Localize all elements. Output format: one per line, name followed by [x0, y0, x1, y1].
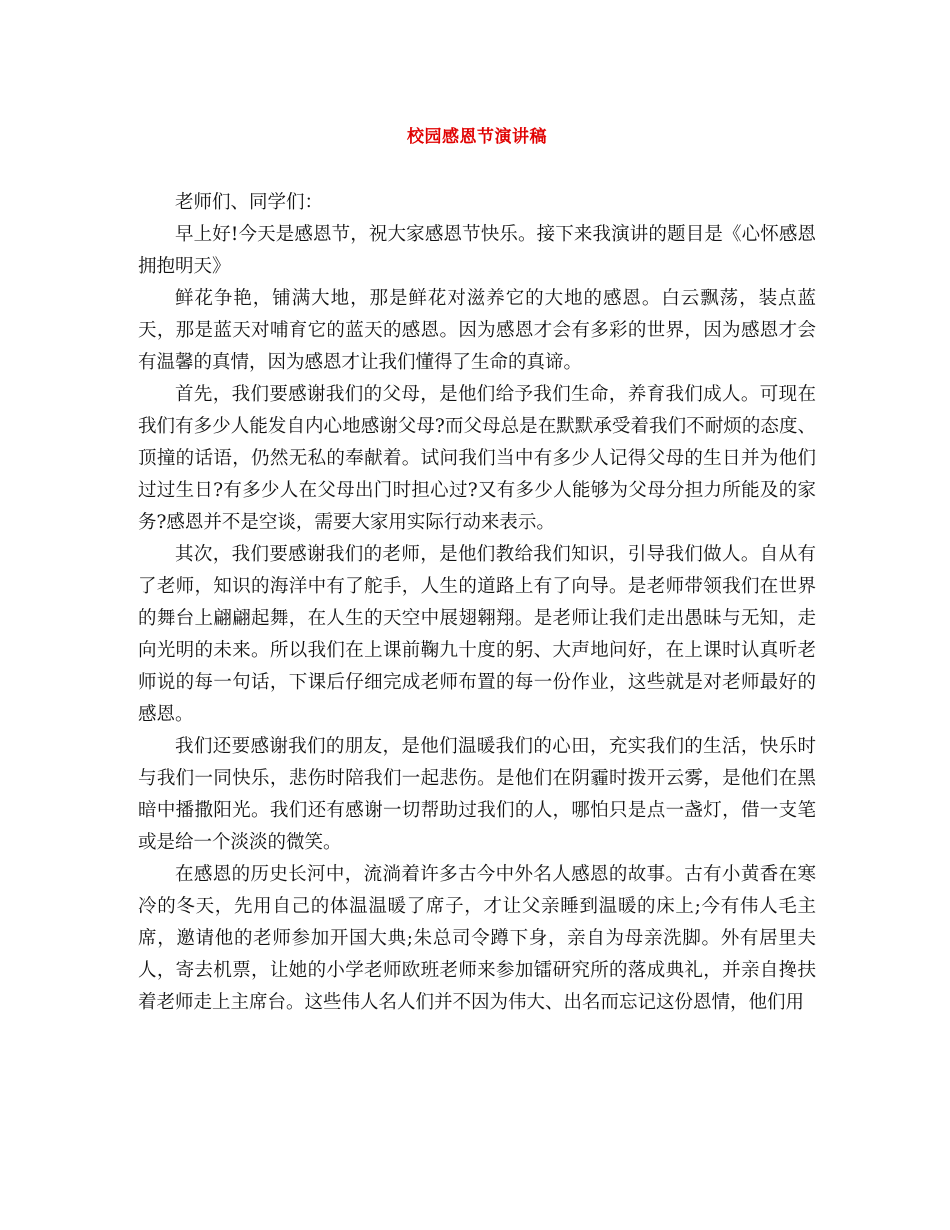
paragraph-parents: 首先，我们要感谢我们的父母，是他们给予我们生命，养育我们成人。可现在我们有多少人能发自内心地感谢父母?而父母总是在默默承受着我们不耐烦的态度、顶撞的话语，仍然无私的奉献着。试问我们当中有多少人记得父母的生日并为他们过过生日?有多少人在父母出门时担心过?又有多少人能够为父母分担力所能及的家务?感恩并不是空谈，需要大家用实际行动来表示。	[138, 384, 816, 533]
paragraph-greeting: 老师们、同学们：	[175, 192, 324, 213]
paragraph-history: 在感恩的历史长河中，流淌着许多古今中外名人感恩的故事。古有小黄香在寒冷的冬天，先用自己的体温温暖了席子，才让父亲睡到温暖的床上;今有伟人毛主席，邀请他的老师参加开国大典;朱总司令蹲下身，亲自为母亲洗脚。外有居里夫人，寄去机票，让她的小学老师欧班老师来参加镭研究所的落成典礼，并亲自搀扶着老师走上主席台。这些伟人名人们并不因为伟大、出名而忘记这份恩情，他们用	[138, 864, 816, 1013]
paragraph-friends: 我们还要感谢我们的朋友，是他们温暖我们的心田，充实我们的生活，快乐时与我们一同快乐，悲伤时陪我们一起悲伤。是他们在阴霾时拨开云雾，是他们在黑暗中播撒阳光。我们还有感谢一切帮助过我们的人，哪怕只是点一盏灯，借一支笔或是给一个淡淡的微笑。	[138, 736, 816, 853]
paragraph-teachers: 其次，我们要感谢我们的老师，是他们教给我们知识，引导我们做人。自从有了老师，知识的海洋中有了舵手，人生的道路上有了向导。是老师带领我们在世界的舞台上翩翩起舞，在人生的天空中展翅翱翔。是老师让我们走出愚昧与无知，走向光明的未来。所以我们在上课前鞠九十度的躬、大声地问好，在上课时认真听老师说的每一句话，下课后仔细完成老师布置的每一份作业，这些就是对老师最好的感恩。	[138, 544, 816, 725]
document-title: 校园感恩节演讲稿	[407, 127, 547, 147]
paragraph-nature: 鲜花争艳，铺满大地，那是鲜花对滋养它的大地的感恩。白云飘荡，装点蓝天，那是蓝天对哺育它的蓝天的感恩。因为感恩才会有多彩的世界，因为感恩才会有温馨的真情，因为感恩才让我们懂得了生命的真谛。	[138, 288, 816, 373]
paragraph-opening: 早上好!今天是感恩节，祝大家感恩节快乐。接下来我演讲的题目是《心怀感恩 拥抱明天》	[138, 224, 816, 277]
